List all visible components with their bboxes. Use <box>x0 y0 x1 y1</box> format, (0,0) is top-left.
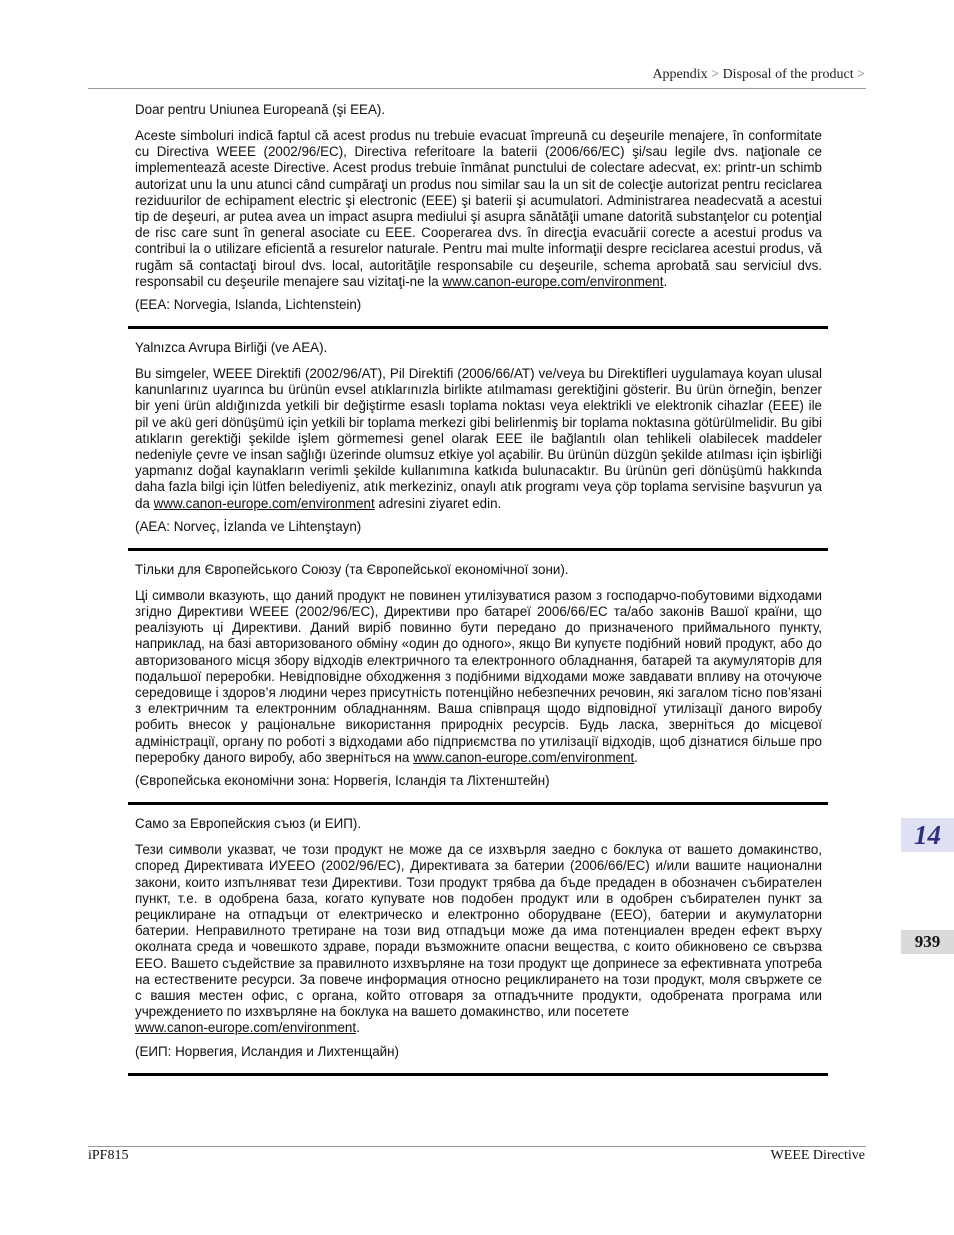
breadcrumb <box>652 67 865 83</box>
page-number: 939 <box>901 930 954 954</box>
body-tail: adresini ziyaret edin. <box>374 495 502 511</box>
environment-link[interactable]: www.canon-europe.com/environment <box>135 1020 357 1036</box>
section-ukrainian <box>135 562 822 805</box>
footer-section: WEEE Directive <box>770 1148 865 1163</box>
breadcrumb-disposal[interactable]: Disposal of the product <box>722 67 854 82</box>
section-turkish <box>135 340 822 551</box>
section-title: Doar pentru Uniunea Europeană (şi EEA). <box>135 102 386 117</box>
body-tail: . <box>356 1020 360 1036</box>
section-body <box>135 588 822 766</box>
environment-link[interactable]: www.canon-europe.com/environment <box>413 749 635 765</box>
body-tail: . <box>663 273 668 289</box>
body-text: Bu simgeler, WEEE Direktifi (2002/96/AT), Pil Direktifi (2006/66/AT) ve/veya bu Direktifleri uygulamaya koyan ulusal kanunlarınız uyarınca bu ürünün evsel atıklarınızla birlikte atılmaması gerektiğini gösterir. Bu ürün örneğin, benzer bir yeni ürün aldığınızda yetkili bir değiştirme esaslı toplama noktası veya elektrikli ve elektronik cihazlar (EEE) ile pil ve akü geri dönüşümü için yetkili bir toplama merkezi gibi belirlenmiş bir toplama noktasına götürülmelidir. Bu gibi atıkların gerektiği şekilde işlem görmemesi genel olarak EEE ile bağlantılı olan tehlikeli olabilecek maddeler nedeniyle çevre ve insan sağlığı üzerinde olumsuz etkiye yol açabilir. Bu ürünün düzgün şekilde atılması için işbirliği yapmanız doğal kaynakların verimli şekilde kullanımına katkıda bulunacaktır. Bu ürünün geri dönüşümü hakkında daha fazla bilgi için lütfen belediyeniz, atık merkeziniz, onaylı atık programı veya çöp toplama servisine başvurun ya da <box>135 366 822 511</box>
body-text: Тези символи указват, че този продукт не може да се изхвърля заедно с боклука от вашето домакинство, според Директивата ИУЕЕО (2002/96/EC), Директивата за батерии (2006/66/EC) и/или вашите национални закони, които изпълняват тези Директиви. Този продукт трябва да бъде предаден в обозначен събирателен пункт, т.е. в одобрена база, когато купувате нов подобен продукт или в одобрен събирателен пункт за рециклиране на отпадъци от електрическо и електронно оборудване (ЕЕО), батерии и акумулаторни батерии. Неправилното третиране на този вид отпадъци може да има потенциален вреден ефект върху околната среда и човешкото здраве, поради възможните опасни вещества, с които обикновено се свързва ЕЕО. Вашето съдействие за правилното изхвърляне на този продукт ще допринесе за ефективната употреба на естествените ресурси. За повече информация относно рециклирането на този продукт, моля свържете се с вашия местен офис, с органа, който отговаря за отпадъчните продукти, одобрената програма или учреждението по изхвърляне на боклука на вашето домакинство, или посетете <box>135 842 822 1020</box>
section-body <box>135 128 822 290</box>
section-body <box>135 842 822 1036</box>
breadcrumb-separator: > <box>711 67 720 82</box>
breadcrumb-separator: > <box>857 67 865 82</box>
section-note: (AEA: Norveç, İzlanda ve Lihtenştayn) <box>135 518 362 534</box>
chapter-tab[interactable]: 14 <box>901 818 954 852</box>
section-title: Само за Европейския съюз (и ЕИП). <box>135 816 362 832</box>
section-divider <box>128 1073 828 1076</box>
section-note: (EEA: Norvegia, Islanda, Lichtenstein) <box>135 297 362 313</box>
body-text: Ці символи вказують, що даний продукт не повинен утилізуватися разом з господарчо-побутовими відходами згідно Директиви WEEE (2002/96/EC), Директиви про батареї 2006/66/EC та/або законів Вашої країни, що реалізують ці Директиви. Даний виріб повинно бути передано до призначеного приймального пункту, наприклад, на базі авторизованого обміну «один до одного», якщо Ви купуєте подібний новий продукт, або до авторизованого місця збору відходів електричного та електронного обладнання, батарей та акумуляторів для подальшої переробки. Невідповідне обходження з подібними відходами може завдавати впливу на оточуюче середовище і здоров’я людини через присутність потенційно небезпечних речовин, які загалом тісно пов’язані з електричним та електронним обладнанням. Ваша співпраця щодо відповідної утилізації даного виробу робить внесок у раціональне використання природніх ресурсів. Будь ласка, зверніться до місцевої адміністрації, органу по роботі з відходами або підприємства по утилізації відходів, щоб дізнатися більше про переробку даного виробу, або зверніться на <box>135 587 822 765</box>
section-romanian <box>135 102 822 329</box>
section-note: (ЕИП: Норвегия, Исландия и Лихтенщайн) <box>135 1043 399 1059</box>
section-bulgarian <box>135 816 822 1075</box>
breadcrumb-appendix[interactable]: Appendix <box>652 67 708 82</box>
page-content <box>135 100 822 1076</box>
section-title: Yalnızca Avrupa Birliği (ve AEA). <box>135 340 328 356</box>
footer-model: iPF815 <box>88 1148 129 1163</box>
environment-link[interactable]: www.canon-europe.com/environment <box>153 495 375 511</box>
header-divider <box>88 88 866 89</box>
section-body <box>135 366 822 512</box>
footer-divider <box>88 1146 866 1147</box>
section-note: (Європейська економічни зона: Норвегія, Ісландія та Ліхтенштейн) <box>135 773 550 789</box>
body-text: Aceste simboluri indică faptul că acest produs nu trebuie evacuat împreună cu deşeurile menajere, în conformitate cu Directiva WEEE (2002/96/EC), Directiva referitoare la baterii (2006/66/EC) şi/sau legile dvs. naţionale ce implementează aceste Directive. Acest produs trebuie înmânat punctului de colectare adecvat, ex: printr-un schimb autorizat unu la unu atunci când cumpăraţi un produs nou similar sau la un sit de colecţie autorizat pentru reciclarea reziduurilor de echipament electric şi electronic (EEE) şi baterii şi acumulatori. Administrarea neadecvată a acestui tip de deşeuri, ar putea avea un impact asupra mediului şi asupra sănătăţii umane datorită substanţelor cu potenţial de risc care sunt în general asociate cu EEE. Cooperarea dvs. în direcţia evacuării corecte a acestui produs va contribui la o utilizare eficientă a resurelor naturale. Pentru mai multe informaţii despre reciclarea acestui produs, vă rugăm să contactaţi biroul dvs. local, autorităţile responsabile cu deşeurile, schema aprobată sau serviciul dvs. responsabil cu deşeurile menajere sau vizitaţi-ne la <box>135 128 822 289</box>
body-tail: . <box>634 749 638 765</box>
environment-link[interactable]: www.canon-europe.com/environment <box>442 273 664 289</box>
section-title: Тільки для Європейського Союзу (та Європейської економічної зони). <box>135 561 569 577</box>
